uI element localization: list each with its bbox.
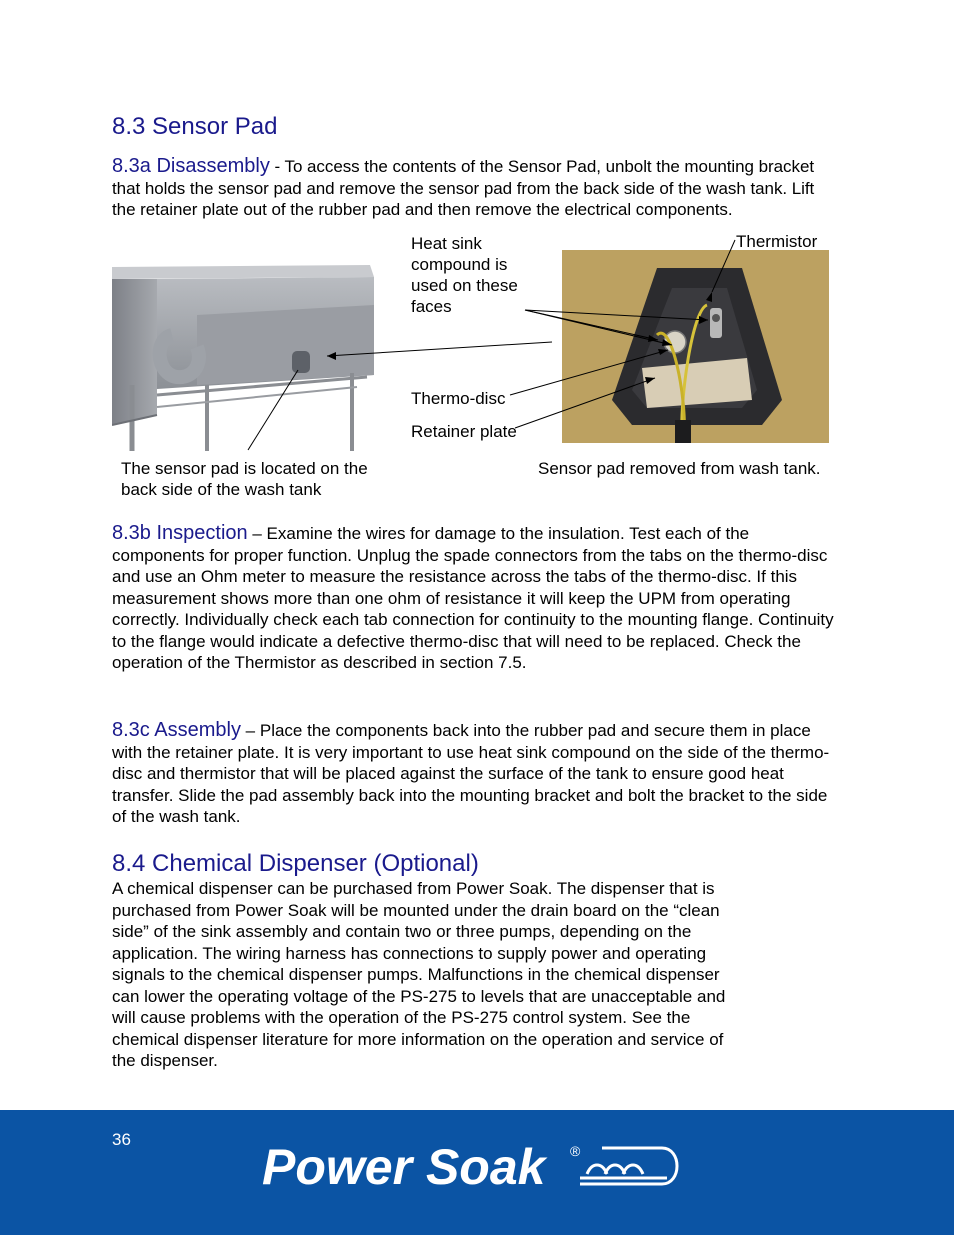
inspection-title: 8.3b Inspection [112, 522, 248, 544]
label-thermo-disc: Thermo-disc [411, 389, 506, 408]
section-heading-chemical-dispenser: 8.4 Chemical Dispenser (Optional) [112, 850, 479, 877]
power-soak-logo [262, 1134, 682, 1204]
label-thermistor: Thermistor [736, 232, 818, 251]
page-footer [0, 1110, 954, 1235]
label-retainer-plate: Retainer plate [411, 422, 517, 441]
waves-icon [580, 1148, 677, 1184]
disassembly-text: - To access the contents of the Sensor Pad, unbolt the mounting bracket that holds the sensor pad and remove the sensor pad from the back side of the wash tank. Lift the retainer plate out of the rubber pad and then remove the electrical components. [112, 157, 815, 219]
assembly-title: 8.3c Assembly [112, 719, 241, 741]
registered-mark: ® [570, 1143, 581, 1159]
disassembly-title: 8.3a Disassembly [112, 155, 270, 177]
inspection-paragraph [112, 523, 840, 674]
inspection-text: – Examine the wires for damage to the insulation. Test each of the components for proper function. Unplug the spade connectors from the tabs on the thermo-disc and use an Ohm meter to measure the resistance across the tabs of the thermo-disc. If this measurement shows more than one ohm of resistance it will keep the UPM from operating correctly. Individually check each tab connection for continuity to the mounting flange. Continuity to the flange would indicate a defective thermo-disc that will need to be replaced. Check the operation of the Thermistor as described in section 7.5. [112, 524, 834, 672]
page-number: 36 [112, 1130, 131, 1149]
section-heading-sensor-pad: 8.3 Sensor Pad [112, 113, 278, 140]
caption-sensor-pad: Sensor pad removed from wash tank. [538, 459, 821, 478]
label-heat-sink-compound: Heat sink compound is used on these faces [411, 234, 518, 316]
assembly-paragraph [112, 720, 842, 828]
logo-text: Power Soak [262, 1139, 546, 1195]
caption-wash-tank: The sensor pad is located on the back side of the wash tank [121, 459, 368, 499]
assembly-text: – Place the components back into the rubber pad and secure them in place with the retainer plate. It is very important to use heat sink compound on the side of the thermo-disc and thermistor that will be placed against the surface of the tank to ensure good heat transfer. Slide the pad assembly back into the mounting bracket and bolt the bracket to the side of the wash tank. [112, 721, 830, 826]
chemical-dispenser-paragraph: A chemical dispenser can be purchased from Power Soak. The dispenser that is purchased from Power Soak will be mounted under the drain board on the “clean side” of the sink assembly and contain two or three pumps, depending on the application. The wiring harness has connections to supply power and operating signals to the chemical dispenser pumps. Malfunctions in the chemical dispenser can lower the operating voltage of the PS-275 to levels that are unacceptable and will cause problems with the operation of the PS-275 control system. See the chemical dispenser literature for more information on the operation and service of the dispenser. [112, 879, 726, 1070]
